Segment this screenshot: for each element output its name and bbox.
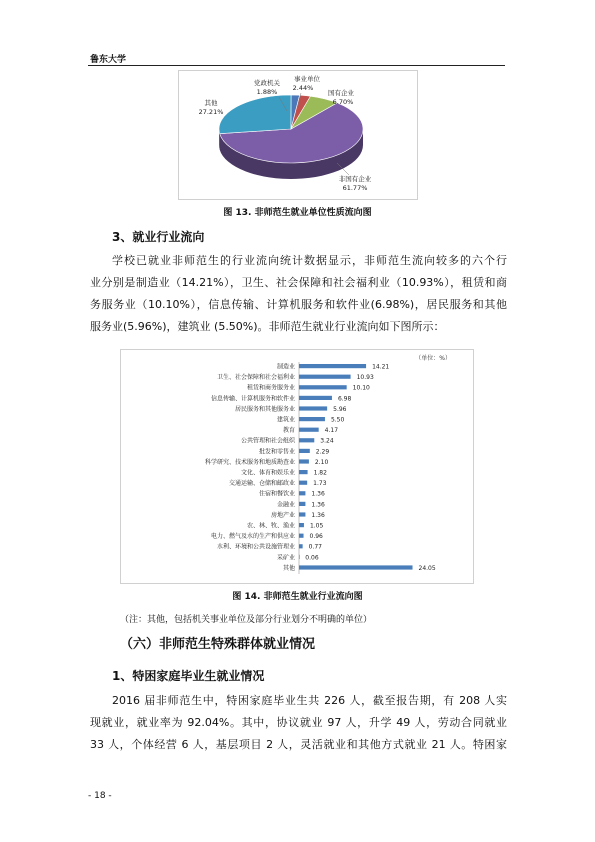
pie-label-value: 61.77% <box>342 184 368 192</box>
bar-value-label: 10.10 <box>352 384 370 392</box>
bar <box>299 544 303 548</box>
bar-value-label: 10.93 <box>356 374 374 382</box>
running-header: 鲁东大学 <box>90 55 127 65</box>
bar-value-label: 2.10 <box>314 458 329 466</box>
pie-chart <box>179 71 417 199</box>
page-number: - 18 - <box>88 791 112 801</box>
bar-value-label: 1.05 <box>309 522 324 530</box>
bar-chart-caption: 图 14. 非师范生就业行业流向图 <box>232 592 363 602</box>
bar <box>299 502 305 506</box>
bar-category-label: 租赁和商务服务业 <box>246 384 295 392</box>
bar-category-label: 房地产业 <box>270 511 295 519</box>
paragraph-line: 2016 届非师范生中，特困家庭毕业生共 226 人，截至报告期，有 208 人实 <box>112 694 507 707</box>
bar-category-label: 公共管理和社会组织 <box>240 437 295 445</box>
bar-value-label: 4.17 <box>324 427 339 435</box>
pie-label-value: 27.21% <box>198 108 224 116</box>
chart-footnote: （注：其他，包括机关事业单位及部分行业划分不明确的单位） <box>120 615 373 625</box>
bar-chart-panel <box>120 349 474 584</box>
bar-value-label: 1.36 <box>311 501 325 509</box>
section-title-special-groups: （六）非师范生特殊群体就业情况 <box>120 637 316 652</box>
bar-category-label: 采矿业 <box>276 554 295 562</box>
section-heading-industry: 3、就业行业流向 <box>112 230 205 244</box>
bar-category-label: 卫生、社会保障和社会福利业 <box>216 374 295 382</box>
bar <box>299 565 413 569</box>
bar-category-label: 水利、环境和公共设施管理业 <box>216 543 295 551</box>
bar-category-label: 建筑业 <box>276 416 295 424</box>
paragraph-line: 现就业，就业率为 92.04%。其中，协议就业 97 人，升学 49 人，劳动合同就业 <box>90 716 507 729</box>
bar-value-label: 0.96 <box>309 533 323 541</box>
industry-paragraph <box>90 250 507 338</box>
bar <box>299 481 307 485</box>
bar-value-label: 1.73 <box>313 480 327 488</box>
pie-label-name: 党政机关 <box>254 79 280 87</box>
bar <box>299 428 319 432</box>
bar-category-label: 农、林、牧、渔业 <box>246 522 295 530</box>
bar <box>299 512 305 516</box>
bar-category-label: 文化、体育和娱乐业 <box>240 469 295 477</box>
bar-value-label: 1.36 <box>311 490 325 498</box>
bar <box>299 364 366 368</box>
paragraph-line: 学校已就业非师范生的行业流向统计数据显示，非师范生流向较多的六个行 <box>112 254 507 267</box>
bar <box>299 438 314 442</box>
bar-value-label: 14.21 <box>372 363 390 371</box>
bar-value-label: 6.98 <box>337 395 352 403</box>
bar <box>299 417 325 421</box>
bar-value-label: 2.29 <box>315 448 330 456</box>
pie-label-value: 2.44% <box>292 84 314 92</box>
pie-label-name: 国有企业 <box>328 89 354 97</box>
subsection-heading-poor-families: 1、特困家庭毕业生就业情况 <box>112 669 265 683</box>
paragraph-line: 务服务业（10.10%），信息传输、计算机服务和软件业(6.98%)，居民服务和其他 <box>90 298 507 311</box>
bar <box>299 491 305 495</box>
bar-category-label: 交通运输、仓储和邮政业 <box>228 480 295 488</box>
pie-label-value: 6.70% <box>332 98 354 106</box>
bar-category-label: 其他 <box>282 564 295 572</box>
bar <box>299 470 308 474</box>
bar <box>299 375 351 379</box>
paragraph-line: 服务业(5.96%)，建筑业 (5.50%)。非师范生就业行业流向如下图所示： <box>90 320 445 333</box>
pie-label-name: 事业单位 <box>294 75 320 83</box>
bar-category-label: 教育 <box>282 427 295 435</box>
industry-bar-chart <box>121 350 473 583</box>
bar-category-label: 制造业 <box>276 363 295 371</box>
bar <box>299 459 309 463</box>
paragraph-line: 33 人，个体经营 6 人，基层项目 2 人，灵活就业和其他方式就业 21 人。特困家 <box>90 738 507 751</box>
bar <box>299 523 304 527</box>
bar-category-label: 电力、燃气及水的生产和供应业 <box>210 533 295 541</box>
pie-label-value: 1.88% <box>256 88 278 96</box>
pie-label-name: 非国有企业 <box>338 175 372 183</box>
bar-value-label: 1.82 <box>313 469 327 477</box>
bar <box>299 396 332 400</box>
bar <box>299 534 304 538</box>
bar <box>299 406 327 410</box>
bar <box>299 449 310 453</box>
pie-label-name: 其他 <box>204 99 218 107</box>
header-divider <box>88 65 505 66</box>
bar <box>299 555 300 559</box>
bar-value-label: 0.77 <box>308 543 322 551</box>
bar-category-label: 科学研究、技术服务和地质勘查业 <box>204 458 295 466</box>
bar-category-label: 批发和零售业 <box>258 448 295 456</box>
bar <box>299 385 347 389</box>
chart-unit-note: （单位：%） <box>415 355 451 362</box>
bar-category-label: 住宿和餐饮业 <box>258 490 295 498</box>
bar-value-label: 24.05 <box>418 564 436 572</box>
bar-category-label: 居民服务和其他服务业 <box>234 405 295 413</box>
bar-category-label: 金融业 <box>276 501 295 509</box>
pie-chart-panel <box>178 70 418 200</box>
pie-chart-caption: 图 13. 非师范生就业单位性质流向图 <box>223 208 372 218</box>
pie-slice <box>219 95 291 134</box>
poor-families-paragraph <box>90 690 507 756</box>
paragraph-line: 业分别是制造业（14.21%），卫生、社会保障和社会福利业（10.93%），租赁和商 <box>90 276 507 289</box>
bar-value-label: 0.06 <box>305 554 319 562</box>
bar-value-label: 3.24 <box>320 437 334 445</box>
bar-value-label: 5.96 <box>333 405 347 413</box>
bar-value-label: 5.50 <box>330 416 345 424</box>
bar-category-label: 信息传输、计算机服务和软件业 <box>210 395 295 403</box>
bar-value-label: 1.36 <box>311 511 325 519</box>
